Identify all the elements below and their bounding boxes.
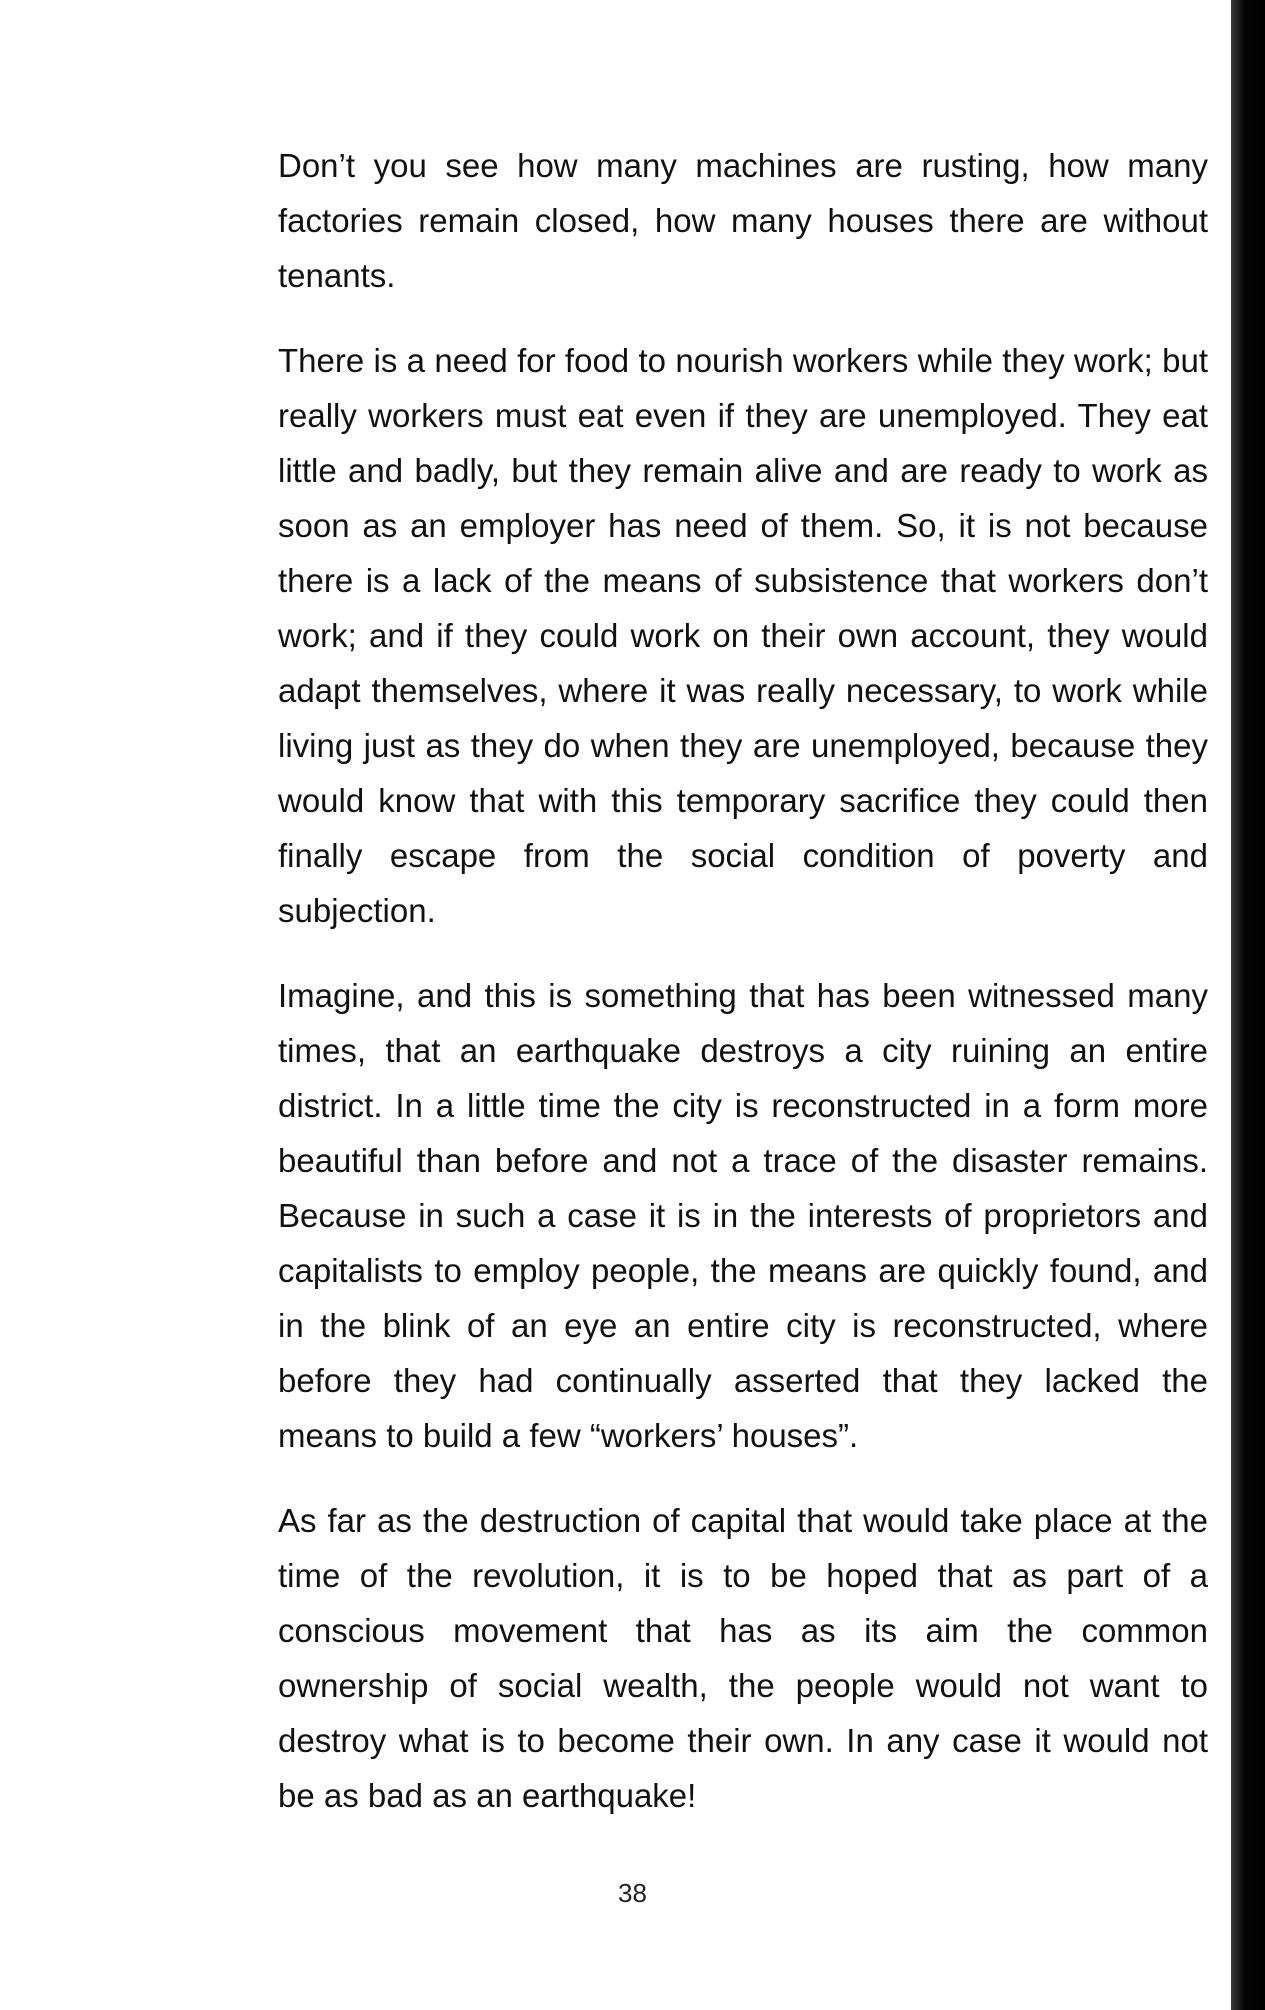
- scan-binding-edge: [1231, 0, 1265, 2010]
- body-text: [278, 138, 1208, 1853]
- paragraph-1: Don’t you see how many machines are rusting, how many factories remain closed, how many houses there are without tenants.: [278, 147, 1208, 294]
- page-number: 38: [618, 1878, 647, 1908]
- paragraph-4: As far as the destruction of capital that would take place at the time of the revolution, it is to be hoped that as part of a conscious movement that has as its aim the common ownership of social wealth, the people would not want to destroy what is to become their own. In any case it would not be as bad as an earthquake!: [278, 1502, 1208, 1814]
- paragraph-3: Imagine, and this is something that has been witnessed many times, that an earthquake destroys a city ruining an entire district. In a little time the city is reconstructed in a form more beautiful than before and not a trace of the disaster remains. Because in such a case it is in the interests of proprietors and capitalists to employ people, the means are quickly found, and in the blink of an eye an entire city is reconstructed, where before they had continually asserted that they lacked the means to build a few “workers’ houses”.: [278, 977, 1208, 1454]
- paragraph-2: There is a need for food to nourish workers while they work; but really workers must eat even if they are unemployed. They eat little and badly, but they remain alive and are ready to work as soon as an employer has need of them. So, it is not because there is a lack of the means of subsistence that workers don’t work; and if they could work on their own account, they would adapt themselves, where it was really necessary, to work while living just as they do when they are unemployed, because they would know that with this temporary sacrifice they could then finally escape from the social condition of poverty and subjection.: [278, 342, 1208, 929]
